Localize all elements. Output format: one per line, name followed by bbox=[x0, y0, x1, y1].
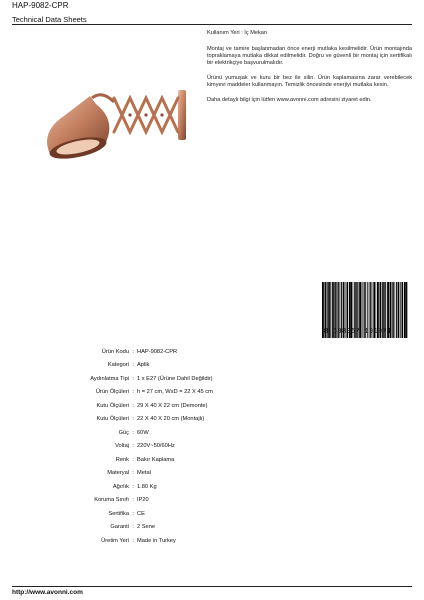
spec-separator: : bbox=[132, 470, 134, 477]
spec-key: Renk bbox=[115, 456, 129, 463]
spec-key: Garanti bbox=[110, 524, 129, 531]
spec-table bbox=[30, 345, 330, 548]
spec-separator: : bbox=[132, 443, 134, 450]
spec-key: Güç bbox=[118, 429, 129, 436]
spec-separator: : bbox=[132, 416, 134, 423]
spec-key: Ürün Ölçüleri bbox=[95, 389, 129, 396]
spec-separator: : bbox=[132, 510, 134, 517]
spec-key: Üretim Yeri bbox=[101, 537, 129, 544]
info-paragraph: Daha detaylı bilgi için lütfen www.avonni.com adresini ziyaret edin. bbox=[207, 97, 372, 103]
spec-row bbox=[30, 359, 330, 373]
spec-value: Metal bbox=[137, 470, 151, 477]
spec-row bbox=[30, 440, 330, 454]
spec-key: Koruma Sınıfı bbox=[94, 497, 129, 504]
safety-paragraph: Montaj ve tamire başlanmadan önce enerji mutlaka kesilmelidir. Ürün montajında topraklamaya mutlaka dikkat edilmelidir. Doğru ve güvenli bir montaj için sertifikalı bir elektrikçiye başvurulmalıdır. bbox=[207, 46, 412, 66]
footer-divider bbox=[12, 586, 412, 587]
spec-separator: : bbox=[132, 497, 134, 504]
spec-row bbox=[30, 494, 330, 508]
spec-value: Aplik bbox=[137, 362, 150, 369]
header-divider bbox=[12, 24, 412, 25]
spec-row bbox=[30, 521, 330, 535]
spec-key: Aydınlatma Tipi bbox=[90, 375, 129, 382]
spec-row bbox=[30, 345, 330, 359]
spec-value: 220V~50/60Hz bbox=[137, 443, 175, 450]
spec-row bbox=[30, 480, 330, 494]
cleaning-paragraph: Ürünü yumuşak ve kuru bir bez ile silin. Ürün kaplamasına zarar verebilecek kimyevi maddeler kullanmayın. Temizlik öncesinde enerjiyi mutlaka kesin. bbox=[207, 75, 412, 88]
spec-key: Kutu Ölçüleri bbox=[96, 402, 129, 409]
spec-row bbox=[30, 399, 330, 413]
spec-separator: : bbox=[132, 362, 134, 369]
spec-value: 60W bbox=[137, 429, 149, 436]
spec-value: Bakır Kaplama bbox=[137, 456, 175, 463]
spec-row bbox=[30, 534, 330, 548]
spec-value: 2 Sene bbox=[137, 524, 156, 531]
spec-row bbox=[30, 413, 330, 427]
spec-separator: : bbox=[132, 375, 134, 382]
spec-separator: : bbox=[132, 456, 134, 463]
spec-row bbox=[30, 467, 330, 481]
product-description bbox=[207, 30, 412, 112]
page-header bbox=[12, 0, 412, 24]
spec-key: Ürün Kodu bbox=[101, 348, 129, 355]
spec-key: Voltaj bbox=[115, 443, 129, 450]
spec-separator: : bbox=[132, 429, 134, 436]
spec-value: CE bbox=[137, 510, 145, 517]
barcode-number: 8 698957 191074 bbox=[324, 328, 392, 336]
spec-separator: : bbox=[132, 483, 134, 490]
spec-row bbox=[30, 507, 330, 521]
spec-key: Ağırlık bbox=[112, 483, 129, 490]
spec-value: 1 x E27 (Ürüne Dahil Değildir) bbox=[137, 375, 213, 382]
spec-separator: : bbox=[132, 524, 134, 531]
spec-key: Materyal bbox=[107, 470, 129, 477]
document-subtitle: Technical Data Sheets bbox=[12, 15, 87, 24]
model-code: HAP-9082-CPR bbox=[12, 1, 69, 10]
usage-location: Kullanım Yeri : İç Mekan bbox=[207, 30, 268, 36]
spec-row bbox=[30, 386, 330, 400]
spec-value: IP20 bbox=[137, 497, 149, 504]
spec-value: h = 27 cm, WxD = 22 X 45 cm bbox=[137, 389, 213, 396]
spec-row bbox=[30, 453, 330, 467]
spec-value: 29 X 40 X 22 cm (Demonte) bbox=[137, 402, 208, 409]
spec-key: Sertifika bbox=[108, 510, 129, 517]
footer-url[interactable]: http://www.avonni.com bbox=[12, 589, 83, 596]
spec-separator: : bbox=[132, 348, 134, 355]
spec-key: Kutu Ölçüleri bbox=[96, 416, 129, 423]
spec-value: HAP-9082-CPR bbox=[137, 348, 178, 355]
spec-row bbox=[30, 372, 330, 386]
spec-value: 22 X 40 X 20 cm (Montajlı) bbox=[137, 416, 205, 423]
spec-value: Made in Turkey bbox=[137, 537, 176, 544]
spec-value: 1.80 Kg bbox=[137, 483, 157, 490]
spec-row bbox=[30, 426, 330, 440]
spec-separator: : bbox=[132, 402, 134, 409]
spec-separator: : bbox=[132, 389, 134, 396]
copper-wall-lamp-icon bbox=[30, 80, 190, 170]
spec-separator: : bbox=[132, 537, 134, 544]
spec-key: Kategori bbox=[107, 362, 129, 369]
